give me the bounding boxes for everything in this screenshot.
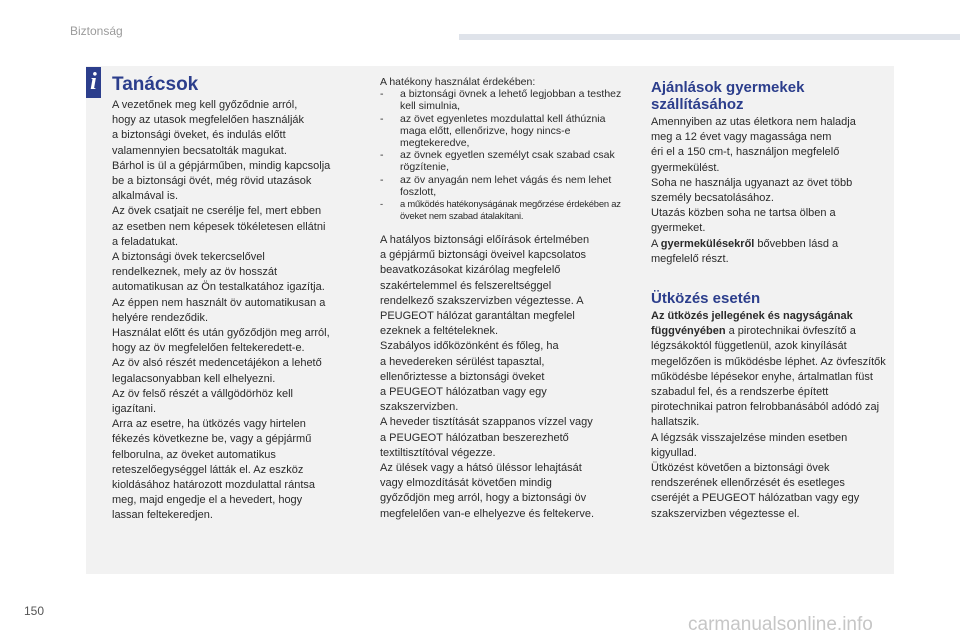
text-line: hogy az öv megfelelően feltekeredett-e.	[112, 342, 305, 355]
text-line: győződjön meg arról, hogy a biztonsági öv	[380, 492, 587, 505]
crash-bold: Az ütközés jellegének és nagyságának függvényében	[651, 310, 853, 338]
text-line: textiltisztítóval végezze.	[380, 446, 496, 459]
text-line: beavatkozásokat kizárólag megfelelő	[380, 264, 561, 277]
section-header: Biztonság	[70, 24, 123, 38]
text-line: a biztonsági öveket, és indulás előtt	[112, 129, 286, 142]
text-line: az esetben nem képesek tökéletesen ellátni	[112, 220, 326, 233]
text-line: A biztonsági övek tekercselővel	[112, 251, 265, 264]
page-number: 150	[24, 604, 45, 618]
text-line: A vezetőnek meg kell győződnie arról,	[112, 99, 298, 111]
text-line: helyére rendeződik.	[112, 311, 209, 324]
text-line: lassan feltekeredjen.	[112, 509, 213, 522]
text-line: Az öv felső részét a vállgödörhöz kell	[112, 387, 293, 400]
text-line: Soha ne használja ugyanazt az övet több	[651, 176, 853, 189]
child-transport-title: Ajánlások gyermekek szállításához	[651, 79, 805, 113]
crash-rest: a pirotechnikai övfeszítő a légzsákoktól függetlenül, azok kinyílását megelőzően is működésbe léphet. Az övfeszítők működésbe lépésekor enyhe, ártalmatlan füst szabadul fel, és a rendszerbe épített pirotechnikai patron felrobbanásából adódó zaj hallatszik.	[651, 325, 886, 429]
watermark: carmanualsonline.info	[688, 614, 873, 635]
tips-column-2	[380, 76, 628, 522]
list-item: - a biztonsági övnek a lehető legjobban a testhez kell simulnia,	[380, 88, 628, 112]
text-line: A hatályos biztonsági előírások értelmében	[380, 234, 590, 247]
text-line: kigyullad.	[651, 446, 697, 459]
crash-intro	[651, 309, 887, 431]
text-line: valamennyien becsatolták magukat.	[112, 144, 287, 157]
list-item: - az övet egyenletes mozdulattal kell áthúznia maga előtt, ellenőrizve, hogy nincs-e megtekeredve,	[380, 113, 628, 150]
text-line: automatikusan az Ön testalkatához igazítja.	[112, 281, 325, 294]
service-paragraph	[380, 233, 628, 522]
text-line: Utazás közben soha ne tartsa ölben a	[651, 207, 836, 220]
usage-list	[380, 88, 628, 221]
text-line: PEUGEOT hálózat garantáltan megfelel	[380, 310, 575, 323]
text-line: rendszerének ellenőrzését és esetleges	[651, 477, 845, 490]
text-line: szakszervizben végeztesse el.	[651, 507, 800, 520]
list-item: - az öv anyagán nem lehet vágás és nem lehet foszlott,	[380, 174, 628, 198]
header-bar	[459, 34, 960, 40]
tips-column-1	[112, 98, 352, 524]
ref-prefix: A	[651, 237, 661, 250]
crash-title: Ütközés esetén	[651, 290, 761, 307]
text-line: Arra az esetre, ha ütközés vagy hirtelen	[112, 418, 306, 431]
text-line: Az öv alsó részét medencetájékon a lehető	[112, 357, 322, 370]
text-line: Használat előtt és után győződjön meg arról,	[112, 327, 330, 340]
text-line: Szabályos időközönként és főleg, ha	[380, 340, 559, 353]
ref-bold: gyermekülésekről	[660, 237, 755, 250]
text-line: A heveder tisztítását szappanos vízzel vagy	[380, 416, 593, 429]
text-line: gyermeket.	[651, 222, 706, 235]
text-line: gyermekülést.	[651, 161, 720, 174]
text-line: Ütközést követően a biztonsági övek	[651, 462, 830, 475]
text-line: szakszervizben.	[380, 401, 459, 414]
text-line: reteszelőegységgel látták el. Az eszköz	[112, 463, 304, 476]
usage-intro: A hatékony használat érdekében:	[380, 76, 536, 88]
text-line: meg, majd engedje el a hevedert, hogy	[112, 494, 303, 507]
text-line: Az övek csatjait ne cserélje fel, mert ebben	[112, 205, 322, 218]
child-seat-reference	[651, 237, 887, 252]
tips-title: Tanácsok	[112, 74, 199, 95]
text-line: Amennyiben az utas életkora nem haladja	[651, 116, 856, 128]
text-line: be a biztonsági övét, még rövid utazások	[112, 175, 312, 188]
text-line: legalacsonyabban kell elhelyezni.	[112, 372, 276, 385]
text-line: meg a 12 évet vagy magassága nem	[651, 131, 832, 144]
text-line: szakértelemmel és felszereltséggel	[380, 279, 552, 292]
text-line: felborulna, az öveket automatikus	[112, 448, 276, 461]
text-line: a gépjármű biztonsági öveivel kapcsolatos	[380, 249, 587, 262]
crash-paragraph	[651, 309, 887, 522]
text-line: rendelkeznek, mely az öv hosszát	[112, 266, 278, 279]
text-line: Az ülések vagy a hátsó üléssor lehajtását	[380, 462, 582, 475]
text-line: fékezés következne be, vagy a gépjármű	[112, 433, 312, 446]
text-line: ezeknek a feltételeknek.	[380, 325, 499, 338]
text-line: igazítani.	[112, 403, 157, 416]
text-line: rendelkező szakszervizben végeztesse. A	[380, 294, 584, 307]
list-item: - az övnek egyetlen személyt csak szabad csak rögzítenie,	[380, 149, 628, 173]
text-line: személy becsatolásához.	[651, 192, 774, 205]
text-line: Az éppen nem használt öv automatikusan a	[112, 296, 326, 309]
text-line: A légzsák visszajelzése minden esetben	[651, 431, 848, 444]
list-item: - a működés hatékonyságának megőrzése érdekében az öveket nem szabad átalakítani.	[380, 198, 628, 221]
text-line: a feladatukat.	[112, 235, 179, 248]
text-line: megfelelően van-e elhelyezve és feltekerve.	[380, 507, 595, 520]
text-line: alkalmával is.	[112, 190, 179, 203]
text-line: éri el a 150 cm-t, használjon megfelelő	[651, 146, 840, 159]
info-icon: i	[86, 67, 101, 98]
text-line: Bárhol is ül a gépjárműben, mindig kapcsolja	[112, 159, 331, 172]
text-line: kioldásához határozott mozdulattal rántsa	[112, 479, 316, 492]
text-line: hogy az utasok megfelelően használják	[112, 114, 305, 127]
text-line: a PEUGEOT hálózatban beszerezhető	[380, 431, 569, 444]
text-line: vagy elmozdítását követően mindig	[380, 477, 552, 490]
text-line: cseréjét a PEUGEOT hálózatban vagy egy	[651, 492, 860, 505]
text-line: ellenőriztesse a biztonsági öveket	[380, 370, 545, 383]
text-line: a hevedereken sérülést tapasztal,	[380, 355, 545, 368]
ref-suffix: bővebben lásd a	[754, 237, 839, 250]
text-line: a PEUGEOT hálózatban vagy egy	[380, 386, 547, 399]
text-line: megfelelő részt.	[651, 252, 729, 265]
